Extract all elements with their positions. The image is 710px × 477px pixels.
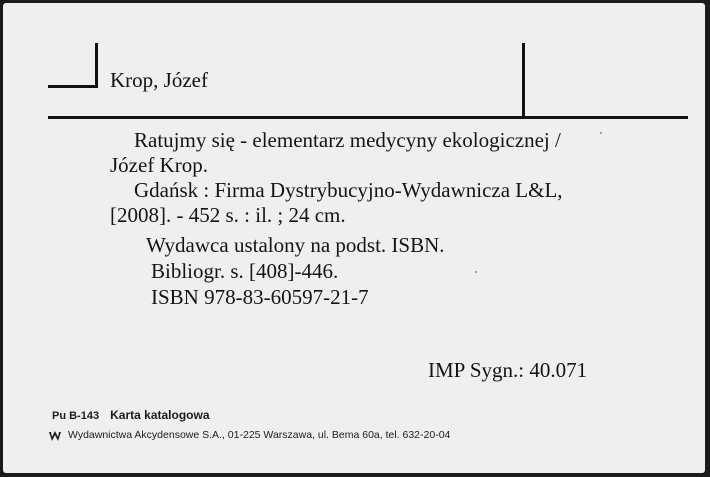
author-heading: Krop, Józef xyxy=(110,68,208,92)
paper-speck xyxy=(600,132,602,134)
paper-speck xyxy=(475,271,477,273)
form-name: Karta katalogowa xyxy=(110,408,210,422)
heading-rule xyxy=(48,116,688,119)
form-code: Pu B-143 xyxy=(52,410,100,422)
footer-form-line xyxy=(52,408,210,422)
bibliography-note: Bibliogr. s. [408]-446. xyxy=(151,259,339,283)
publisher-logo-icon xyxy=(48,428,62,442)
isbn: ISBN 978-83-60597-21-7 xyxy=(151,285,369,309)
imprint-line-2: [2008]. - 452 s. : il. ; 24 cm. xyxy=(110,203,346,227)
publisher-note: Wydawca ustalony na podst. ISBN. xyxy=(146,233,445,257)
title-line-1: Ratujmy się - elementarz medycyny ekologicznej / xyxy=(134,128,561,152)
catalog-card xyxy=(3,3,705,473)
title-line-2: Józef Krop. xyxy=(110,153,208,177)
imprint-line-1: Gdańsk : Firma Dystrybucyjno-Wydawnicza L&L, xyxy=(134,178,563,202)
right-margin-rule xyxy=(522,43,525,119)
footer-publisher-line xyxy=(48,428,450,442)
left-bracket-vertical xyxy=(95,43,98,88)
left-bracket-horizontal xyxy=(48,85,98,88)
shelfmark: IMP Sygn.: 40.071 xyxy=(428,358,588,382)
publisher-address: Wydawnictwa Akcydensowe S.A., 01-225 Warszawa, ul. Bema 60a, tel. 632-20-04 xyxy=(68,429,451,441)
